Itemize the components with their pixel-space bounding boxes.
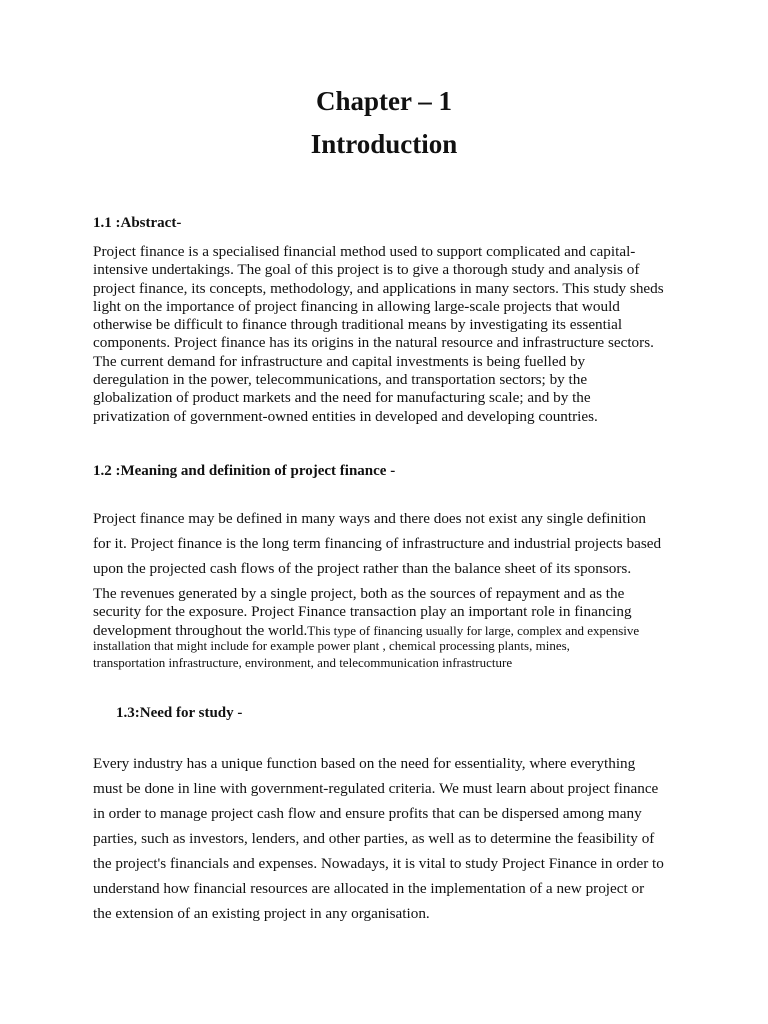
meaning-paragraph-2-small: [93, 638, 693, 671]
chapter-subtitle: Introduction: [310, 129, 458, 159]
text-line: transportation infrastructure, environment, and telecommunication infrastructure: [93, 654, 513, 670]
text-line: Project finance may be defined in many ways and there does not exist any single definition: [93, 510, 646, 527]
section-heading-need: 1.3:Need for study -: [116, 705, 243, 721]
text-line: components. Project finance has its origins in the natural resource and infrastructure sectors.: [93, 334, 654, 352]
text-line: security for the exposure. Project Finance transaction play an important role in financing: [93, 603, 632, 621]
text-line: globalization of product markets and the need for manufacturing scale; and by the: [93, 389, 591, 407]
text-line: parties, such as investors, lenders, and other parties, as well as to determine the feasibility of: [93, 830, 655, 847]
text-line: light on the importance of project financing in allowing large-scale projects that would: [93, 297, 620, 315]
text-line: otherwise be difficult to finance through traditional means by investigating its essential: [93, 316, 623, 334]
abstract-paragraph: [93, 243, 693, 426]
text-line: installation that might include for example power plant , chemical processing plants, mines,: [93, 638, 570, 653]
text-line: the extension of an existing project in any organisation.: [93, 905, 430, 922]
text-line: the project's financials and expenses. Nowadays, it is vital to study Project Finance in order to: [93, 855, 664, 872]
text-line: in order to manage project cash flow and ensure profits that can be dispersed among many: [93, 805, 642, 822]
text-line: upon the projected cash flows of the project rather than the balance sheet of its sponsors.: [93, 560, 632, 577]
meaning-paragraph-2: [93, 585, 693, 640]
text-line: The revenues generated by a single project, both as the sources of repayment and as the: [93, 585, 625, 602]
text-line: understand how financial resources are allocated in the implementation of a new project or: [93, 880, 645, 897]
text-line: Every industry has a unique function based on the need for essentiality, where everything: [93, 755, 636, 772]
chapter-title: Chapter – 1: [315, 86, 452, 116]
text-line: project finance, its concepts, methodology, and applications in many sectors. This study sheds: [93, 279, 664, 297]
meaning-paragraph-1: [93, 506, 693, 581]
text-segment-small: This type of financing usually for large, complex and expensive: [307, 622, 640, 638]
text-line: intensive undertakings. The goal of this project is to give a thorough study and analysis of: [93, 261, 640, 279]
section-heading-abstract: 1.1 :Abstract-: [93, 215, 182, 231]
text-line: for it. Project finance is the long term financing of infrastructure and industrial projects based: [93, 535, 662, 552]
need-paragraph: [93, 751, 693, 926]
text-line: must be done in line with government-regulated criteria. We must learn about project finance: [93, 780, 659, 797]
section-heading-meaning: 1.2 :Meaning and definition of project finance -: [93, 463, 396, 479]
text-line: privatization of government-owned entities in developed and developing countries.: [93, 407, 598, 425]
text-line: The current demand for infrastructure and capital investments is being fuelled by: [93, 352, 586, 370]
text-line: deregulation in the power, telecommunications, and transportation sectors; by the: [93, 371, 588, 389]
text-line: Project finance is a specialised financial method used to support complicated and capital-: [93, 243, 636, 260]
text-segment: development throughout the world.: [93, 621, 308, 639]
